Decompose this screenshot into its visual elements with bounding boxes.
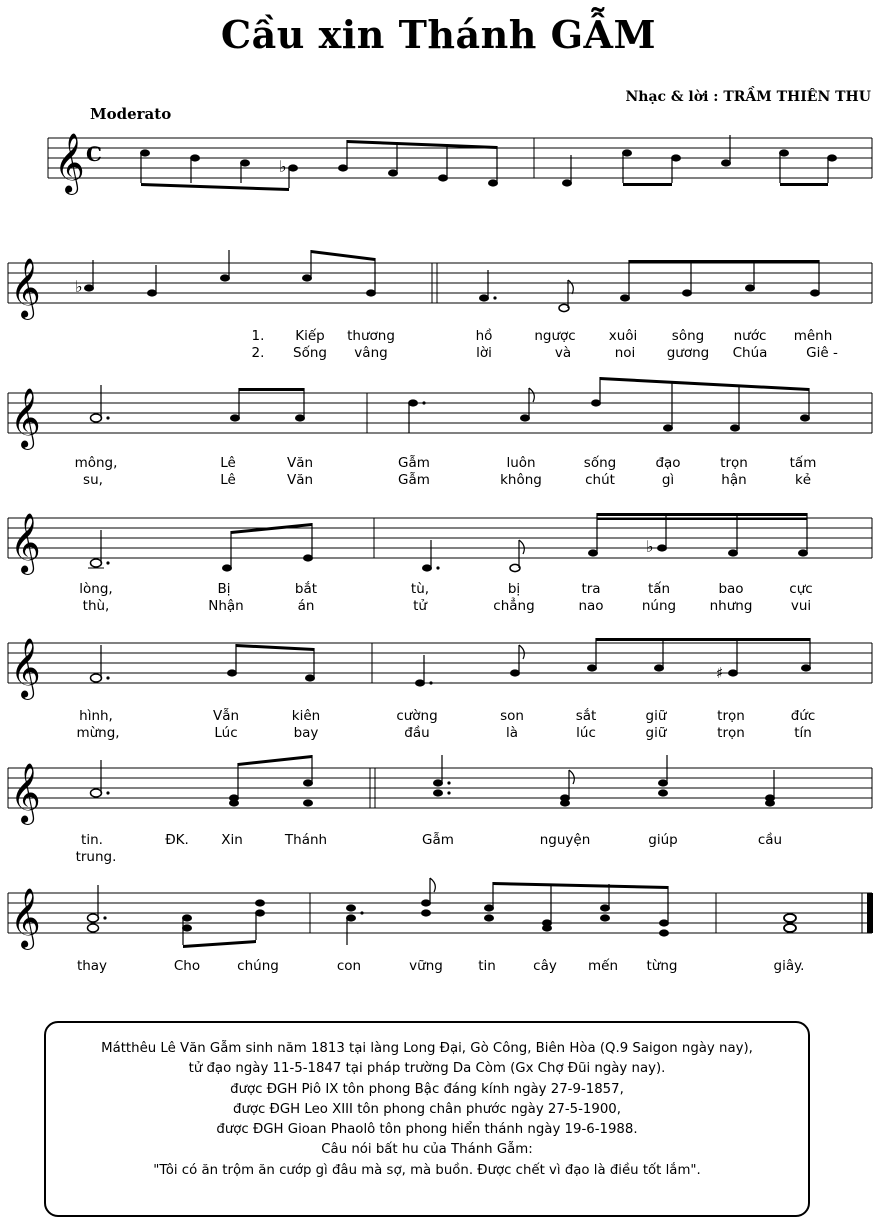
bio-line-3: được ĐGH Piô IX tôn phong Bậc đáng kính ngày 27-9-1857,	[230, 1081, 624, 1097]
bio-line-4: được ĐGH Leo XIII tôn phong chân phước ngày 27-5-1900,	[233, 1101, 621, 1117]
lyric-syllable: Bị	[217, 581, 231, 597]
staff-7-notation	[0, 860, 877, 960]
lyric-syllable: Gẫm	[422, 832, 454, 848]
composer-credit: Nhạc & lời : TRẦM THIÊN THU	[625, 89, 871, 105]
lyric-syllable: hận	[721, 472, 747, 488]
lyric-row-verse-1	[0, 581, 877, 598]
lyric-syllable: giúp	[648, 832, 678, 848]
bio-line-5: được ĐGH Gioan Phaolô tôn phong hiển thánh ngày 19-6-1988.	[216, 1122, 638, 1138]
lyric-syllable: cường	[396, 708, 438, 724]
lyric-row-verse-1	[0, 328, 877, 345]
bio-line-2: tử đạo ngày 11-5-1847 tại pháp trường Da Còm (Gx Chợ Đũi ngày nay).	[188, 1061, 666, 1077]
lyric-syllable: đầu	[404, 725, 430, 741]
staff-3-notation	[0, 360, 877, 460]
lyric-syllable: thù,	[82, 598, 110, 614]
svg-text:𝄞: 𝄞	[10, 513, 41, 573]
lyric-syllable: ĐK.	[165, 832, 189, 848]
lyric-syllable: hồ	[475, 328, 493, 344]
lyric-syllable: xuôi	[608, 328, 638, 344]
lyric-syllable: giữ	[645, 725, 667, 741]
staff-system-1	[0, 0, 877, 200]
lyric-syllable: Xin	[221, 832, 243, 848]
svg-text:C: C	[86, 142, 102, 166]
lyric-syllable: nhưng	[709, 598, 753, 614]
svg-text:𝄞: 𝄞	[10, 388, 41, 448]
lyric-syllable: cực	[789, 581, 813, 597]
staff-5-notation	[0, 610, 877, 710]
lyric-syllable: Lúc	[214, 725, 238, 741]
lyric-syllable: Lê	[220, 455, 236, 471]
lyric-syllable: Cho	[173, 958, 201, 974]
lyric-syllable: tử	[413, 598, 427, 614]
lyric-syllable: cầu	[757, 832, 783, 848]
lyric-syllable: Thánh	[284, 832, 328, 848]
lyric-syllable: hình,	[79, 708, 113, 724]
lyric-syllable: son	[500, 708, 524, 724]
lyric-syllable: 1.	[251, 328, 265, 344]
tempo-marking: Moderato	[90, 105, 172, 123]
lyric-syllable: 2.	[251, 345, 265, 361]
lyric-syllable: noi	[614, 345, 636, 361]
lyric-syllable: vui	[790, 598, 812, 614]
lyric-syllable: Vẫn	[212, 708, 240, 724]
lyric-syllable: và	[554, 345, 572, 361]
lyric-syllable: lòng,	[79, 581, 113, 597]
lyric-syllable: chẳng	[493, 598, 535, 614]
lyric-syllable: lúc	[576, 725, 596, 741]
bio-line-1: Mátthêu Lê Văn Gẫm sinh năm 1813 tại làng Long Đại, Gò Công, Biên Hòa (Q.9 Saigon ngày nay),	[101, 1041, 753, 1056]
lyric-syllable: bắt	[294, 581, 318, 597]
lyric-syllable: bao	[718, 581, 744, 597]
staff-system-7	[0, 860, 877, 990]
lyric-syllable: sống	[583, 455, 617, 471]
lyric-syllable: là	[505, 725, 519, 741]
lyric-syllable: Chúa	[732, 345, 768, 361]
lyric-syllable: nao	[578, 598, 604, 614]
lyric-syllable: con	[336, 958, 362, 974]
lyric-syllable: mênh	[793, 328, 833, 344]
lyric-syllable: núng	[641, 598, 677, 614]
svg-text:𝄞: 𝄞	[10, 888, 41, 948]
lyric-syllable: Kiếp	[295, 328, 325, 344]
lyric-row-verse-1	[0, 455, 877, 472]
lyric-syllable: vững	[409, 958, 443, 974]
svg-text:♭: ♭	[279, 157, 287, 176]
lyric-syllable: nước	[733, 328, 767, 344]
lyric-syllable: không	[500, 472, 542, 488]
lyric-syllable: Sống	[293, 345, 327, 361]
svg-text:𝄞: 𝄞	[10, 763, 41, 823]
staff-system-4	[0, 485, 877, 625]
staff-4-notation	[0, 485, 877, 585]
lyric-syllable: tín	[794, 725, 812, 741]
lyric-syllable: sông	[671, 328, 705, 344]
lyric-syllable: trọn	[720, 455, 748, 471]
lyric-syllable: án	[297, 598, 315, 614]
lyric-syllable: giữ	[645, 708, 667, 724]
lyric-syllable: vâng	[354, 345, 388, 361]
lyric-syllable: trọn	[717, 725, 745, 741]
lyric-syllable: kiên	[291, 708, 321, 724]
lyric-syllable: tấm	[789, 455, 817, 471]
svg-text:𝄞: 𝄞	[10, 638, 41, 698]
lyric-syllable: Giê -	[806, 345, 838, 361]
lyric-syllable: luôn	[506, 455, 536, 471]
lyric-syllable: sắt	[575, 708, 597, 724]
lyric-syllable: tin	[478, 958, 496, 974]
lyric-syllable: Văn	[286, 472, 314, 488]
lyric-syllable: từng	[646, 958, 678, 974]
lyric-syllable: tin.	[81, 832, 103, 848]
lyric-syllable: mừng,	[76, 725, 120, 741]
lyric-syllable: tra	[581, 581, 601, 597]
lyric-syllable: tù,	[410, 581, 430, 597]
lyric-row-verse-1	[0, 832, 877, 849]
lyric-syllable: thương	[347, 328, 395, 344]
song-title: Cầu xin Thánh GẪM	[220, 12, 657, 57]
lyric-syllable: bị	[507, 581, 521, 597]
staff-system-2	[0, 230, 877, 370]
lyric-syllable: Lê	[220, 472, 236, 488]
lyric-syllable: Gẫm	[398, 472, 430, 488]
lyric-syllable: nguyện	[539, 832, 591, 848]
svg-text:♭: ♭	[646, 537, 654, 556]
lyric-syllable: thay	[76, 958, 108, 974]
lyric-syllable: lời	[476, 345, 492, 361]
lyric-syllable: mông,	[74, 455, 118, 471]
staff-1-notation	[0, 0, 877, 200]
lyric-syllable: gương	[666, 345, 710, 361]
lyric-syllable: Gẫm	[398, 455, 430, 471]
lyric-syllable: ngược	[534, 328, 576, 344]
lyric-row-refrain	[0, 958, 877, 975]
staff-system-3	[0, 360, 877, 500]
lyric-syllable: Văn	[286, 455, 314, 471]
staff-6-notation	[0, 735, 877, 835]
lyric-syllable: tấn	[647, 581, 671, 597]
lyric-syllable: giây.	[773, 958, 805, 974]
lyric-syllable: đạo	[655, 455, 681, 471]
staff-system-6	[0, 735, 877, 875]
lyric-syllable: gì	[661, 472, 675, 488]
bio-quote: "Tôi có ăn trộm ăn cướp gì đâu mà sợ, mà buồn. Được chết vì đạo là điều tốt lắm".	[153, 1162, 701, 1178]
bio-line-6: Câu nói bất hu của Thánh Gẫm:	[321, 1142, 533, 1158]
lyric-syllable: kẻ	[794, 472, 812, 488]
lyric-syllable: chút	[585, 472, 615, 488]
staff-2-notation	[0, 230, 877, 330]
lyric-row-verse-1	[0, 708, 877, 725]
lyric-syllable: đức	[790, 708, 816, 724]
lyric-syllable: chúng	[237, 958, 279, 974]
svg-text:♭: ♭	[75, 277, 83, 296]
lyric-syllable: mến	[587, 958, 619, 974]
lyric-syllable: bay	[293, 725, 319, 741]
biography-box	[44, 1021, 810, 1217]
lyric-syllable: Nhận	[208, 598, 244, 614]
staff-system-5	[0, 610, 877, 750]
treble-clef-icon: 𝄞	[54, 133, 85, 193]
svg-text:♯: ♯	[716, 664, 724, 682]
lyric-syllable: cây	[533, 958, 557, 974]
svg-text:𝄞: 𝄞	[10, 258, 41, 318]
lyric-syllable: trung.	[75, 849, 117, 865]
lyric-syllable: su,	[83, 472, 103, 488]
lyric-syllable: trọn	[717, 708, 745, 724]
